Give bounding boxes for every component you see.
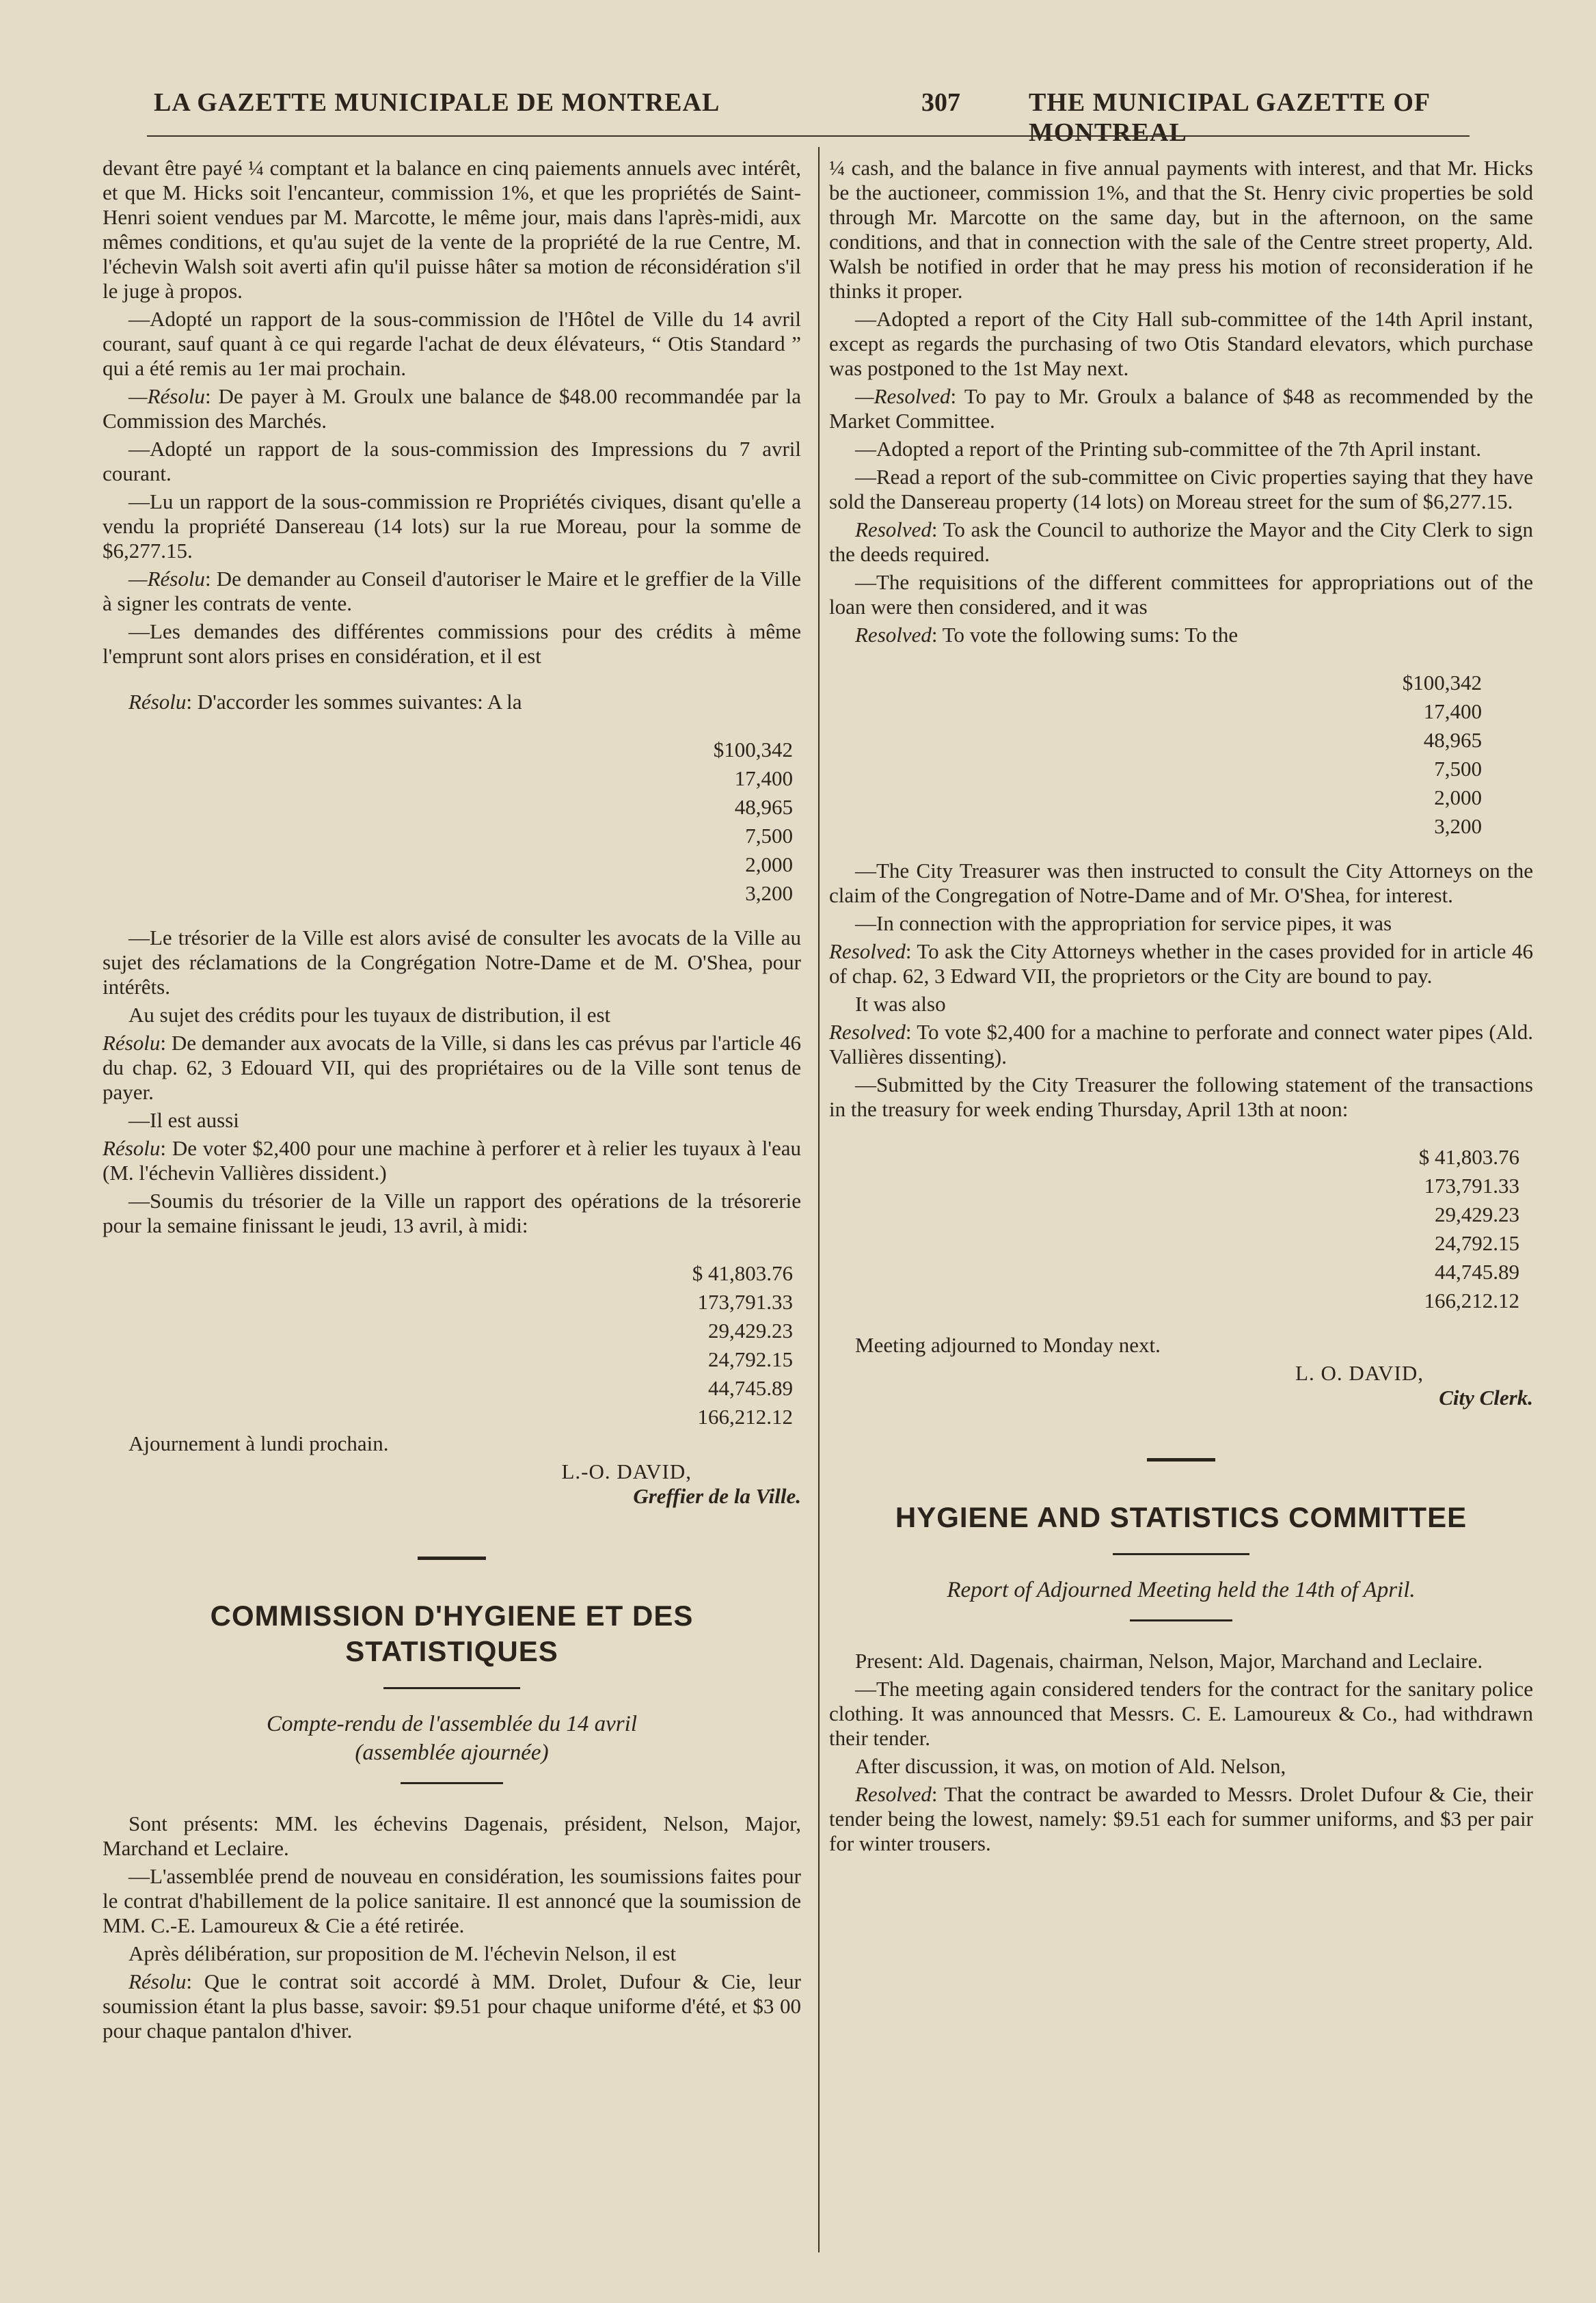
- resolution-text: : To vote the following sums: To the: [931, 623, 1239, 647]
- signatory-title: City Clerk.: [1439, 1386, 1533, 1410]
- table-row: 166,212.12: [1424, 1289, 1519, 1312]
- table-row: 17,400: [1423, 699, 1482, 723]
- paragraph: —Il est aussi: [129, 1108, 239, 1132]
- table-row: 173,791.33: [697, 1290, 793, 1314]
- paragraph: Après délibération, sur proposition de M. l'échevin Nelson, il est: [129, 1941, 677, 1965]
- paragraph: —The City Treasurer was then instructed to consult the City Attorneys on the claim of the Congregation of Notre-Dame and of Mr. O'Shea, for interest.: [829, 859, 1533, 907]
- paragraph: —The meeting again considered tenders for the contract for the sanitary police clothing. It was announced that Messrs. C. E. Lamoureux & Co., had withdrawn their tender.: [829, 1677, 1533, 1750]
- paragraph: [103, 1136, 801, 1185]
- paragraph: —Lu un rapport de la sous-commission re Propriétés civiques, disant qu'elle a vendu la propriété Dansereau (14 lots) sur la rue Moreau, pour la somme de $6,277.15.: [103, 489, 801, 563]
- resolution-text: : De demander aux avocats de la Ville, si dans les cas prévus par l'article 46 du chap. 62, 3 Edouard VII, qui des propriétaires ou de la Ville sont tenus de payer.: [103, 1031, 801, 1104]
- resolution-lead: —Résolu: [129, 567, 205, 591]
- table-row: 24,792.15: [708, 1347, 793, 1371]
- paragraph: —In connection with the appropriation for service pipes, it was: [855, 911, 1392, 935]
- column-divider: [818, 147, 820, 2252]
- paragraph: ¼ cash, and the balance in five annual payments with interest, and that Mr. Hicks be the auctioneer, commission 1%, and that the St. Henry civic properties be sold through Mr. Marcotte on the same day, but in the afternoon, on the same conditions, and that in connection with the sale of the Centre street property, Ald. Walsh be notified in order that he may press his motion of reconsideration if he thinks it proper.: [829, 156, 1533, 303]
- resolution-lead: Resolved: [855, 1782, 932, 1806]
- resolution-text: : To ask the City Attorneys whether in the cases provided for in article 46 of chap. 62, 3 Edward VII, the proprietors or the City are bound to pay.: [829, 939, 1533, 988]
- section-title: COMMISSION D'HYGIENE ET DES STATISTIQUES: [210, 1600, 694, 1667]
- paragraph: —Submitted by the City Treasurer the following statement of the transactions in the treasury for week ending Thursday, April 13th at noon:: [829, 1073, 1533, 1121]
- paragraph: —The requisitions of the different committees for appropriations out of the loan were then considered, and it was: [829, 570, 1533, 619]
- resolution-text: : To vote $2,400 for a machine to perforate and connect water pipes (Ald. Vallières dissenting).: [829, 1020, 1533, 1068]
- table-row: 44,745.89: [708, 1376, 793, 1400]
- paragraph: —Les demandes des différentes commissions pour des crédits à même l'emprunt sont alors prises en considération, et il est: [103, 619, 801, 668]
- table-row: 7,500: [1434, 757, 1482, 781]
- section-rule: [383, 1687, 520, 1689]
- resolution-lead: Résolu: [129, 690, 187, 714]
- resolution-text: : De voter $2,400 pour une machine à perforer et à relier les tuyaux à l'eau (M. l'échevin Vallières dissident.): [103, 1136, 801, 1185]
- paragraph: —Soumis du trésorier de la Ville un rapport des opérations de la trésorerie pour la semaine finissant le jeudi, 13 avril, à midi:: [103, 1189, 801, 1237]
- paragraph: After discussion, it was, on motion of Ald. Nelson,: [855, 1754, 1286, 1778]
- page-number: 307: [921, 88, 960, 117]
- paragraph: —Read a report of the sub-committee on Civic properties saying that they have sold the Dansereau property (14 lots) on Moreau street for the sum of $6,277.15.: [829, 465, 1533, 513]
- paragraph: [829, 939, 1533, 988]
- table-row: 29,429.23: [1435, 1202, 1519, 1226]
- table-row: 29,429.23: [708, 1319, 793, 1343]
- paragraph: Present: Ald. Dagenais, chairman, Nelson, Major, Marchand and Leclaire.: [855, 1649, 1483, 1673]
- table-row: 7,500: [745, 824, 793, 848]
- resolution-lead: —Résolu: [129, 384, 205, 408]
- table-row: 173,791.33: [1424, 1174, 1519, 1198]
- running-head: [147, 87, 1470, 147]
- table-row: 166,212.12: [697, 1405, 793, 1429]
- resolution-text: : De demander au Conseil d'autoriser le Maire et le greffier de la Ville à signer les contrats de vente.: [103, 567, 801, 615]
- resolution-text: : That the contract be awarded to Messrs. Drolet Dufour & Cie, their tender being the lowest, namely: $9.51 each for summer uniforms, and $3 per pair for winter trousers.: [829, 1782, 1533, 1855]
- table-row: 24,792.15: [1435, 1231, 1519, 1255]
- table-row: 48,965: [734, 795, 793, 819]
- signature: [829, 1361, 1533, 1410]
- section-title: HYGIENE AND STATISTICS COMMITTEE: [895, 1501, 1467, 1533]
- french-column: [103, 156, 801, 2047]
- resolution-text: : De payer à M. Groulx une balance de $48.00 recommandée par la Commission des Marchés.: [103, 384, 801, 433]
- table-row: $ 41,803.76: [692, 1261, 793, 1285]
- table-row: 48,965: [1423, 728, 1482, 752]
- treasury-table: [829, 1143, 1519, 1315]
- table-row: 3,200: [745, 881, 793, 905]
- paragraph: [103, 567, 801, 616]
- paragraph: It was also: [855, 992, 946, 1016]
- section-subtitle: Compte-rendu de l'assemblée du 14 avril: [267, 1712, 637, 1736]
- appropriations-table: [921, 669, 1482, 841]
- paragraph: Au sujet des crédits pour les tuyaux de distribution, il est: [129, 1003, 611, 1027]
- table-row: 2,000: [1434, 785, 1482, 809]
- paragraph: —Adopted a report of the City Hall sub-committee of the 14th April instant, except as regards the purchasing of two Otis Standard elevators, which purchase was postponed to the 1st May next.: [829, 307, 1533, 380]
- adjournment: Meeting adjourned to Monday next.: [855, 1333, 1161, 1357]
- english-column: [829, 156, 1533, 1859]
- paragraph: —Adopté un rapport de la sous-commission des Impressions du 7 avril courant.: [103, 437, 801, 485]
- paragraph: —L'assemblée prend de nouveau en considération, les soumissions faites pour le contrat d'habillement de la police sanitaire. Il est annoncé que la soumission de MM. C.-E. Lamoureux & Cie a été retirée.: [103, 1864, 801, 1937]
- paragraph: —Adopté un rapport de la sous-commission de l'Hôtel de Ville du 14 avril courant, sauf quant à ce qui regarde l'achat de deux élévateurs, “ Otis Standard ” qui a été remis au 1er mai prochain.: [103, 307, 801, 380]
- paragraph: [103, 690, 801, 714]
- signatory-title: Greffier de la Ville.: [633, 1484, 801, 1508]
- resolution-text: : D'accorder les sommes suivantes: A la: [186, 690, 522, 714]
- adjournment: Ajournement à lundi prochain.: [129, 1431, 389, 1455]
- resolution-lead: Résolu: [103, 1136, 161, 1160]
- section-separator: [1147, 1458, 1215, 1462]
- resolution-lead: Resolved: [829, 1020, 906, 1044]
- paragraph: [829, 517, 1533, 567]
- table-row: 3,200: [1434, 814, 1482, 838]
- resolution-lead: Resolved: [855, 517, 932, 541]
- resolution-text: : Que le contrat soit accordé à MM. Drolet, Dufour & Cie, leur soumission étant la plus basse, savoir: $9.51 pour chaque uniforme d'été, et $3 00 pour chaque pantalon d'hiver.: [103, 1969, 801, 2043]
- resolution-lead: Resolved: [855, 623, 932, 647]
- section-rule: [1113, 1553, 1249, 1555]
- subtitle-rule: [1130, 1619, 1232, 1621]
- french-title: LA GAZETTE MUNICIPALE DE MONTREAL: [154, 88, 720, 117]
- english-title: THE MUNICIPAL GAZETTE OF MONTREAL: [1029, 88, 1430, 147]
- appropriations-table: [103, 736, 793, 908]
- paragraph: [829, 1782, 1533, 1856]
- signatory-name: L.-O. DAVID,: [561, 1459, 692, 1483]
- paragraph: [103, 384, 801, 433]
- paragraph: Sont présents: MM. les échevins Dagenais, président, Nelson, Major, Marchand et Leclaire.: [103, 1812, 801, 1860]
- paragraph: —Adopted a report of the Printing sub-committee of the 7th April instant.: [855, 437, 1482, 461]
- paragraph: [829, 1020, 1533, 1069]
- signature: [103, 1459, 801, 1509]
- section-subtitle: Report of Adjourned Meeting held the 14th of April.: [947, 1578, 1416, 1602]
- paragraph: —Le trésorier de la Ville est alors avisé de consulter les avocats de la Ville au sujet des réclamations de la Congrégation Notre-Dame et de M. O'Shea, pour intérêts.: [103, 926, 801, 999]
- table-row: $100,342: [713, 738, 793, 762]
- table-row: 44,745.89: [1435, 1260, 1519, 1284]
- resolution-lead: Resolved: [829, 939, 906, 963]
- paragraph: [103, 1031, 801, 1105]
- treasury-table: [103, 1259, 793, 1431]
- table-row: $100,342: [1402, 671, 1482, 695]
- signatory-name: L. O. DAVID,: [1295, 1361, 1424, 1385]
- paragraph: [103, 1969, 801, 2043]
- section-separator: [418, 1557, 486, 1560]
- subtitle-rule: [401, 1782, 503, 1784]
- table-row: $ 41,803.76: [1418, 1145, 1519, 1169]
- resolution-lead: Résolu: [103, 1031, 161, 1055]
- resolution-lead: —Resolved: [855, 384, 951, 408]
- table-row: 2,000: [745, 852, 793, 876]
- resolution-text: : To pay to Mr. Groulx a balance of $48 as recommended by the Market Committee.: [829, 384, 1533, 433]
- header-rule: [147, 135, 1470, 137]
- paragraph: devant être payé ¼ comptant et la balance en cinq paiements annuels avec intérêt, et que M. Hicks soit l'encanteur, commission 1%, et que les propriétés de Saint-Henri soient vendues par M. Marcotte, le même jour, mais dans l'après-midi, aux mêmes conditions, et qu'au sujet de la vente de la propriété de la rue Centre, M. l'échevin Walsh soit averti afin qu'il puisse hâter sa motion de réconsidération s'il le juge à propos.: [103, 156, 801, 303]
- table-row: 17,400: [734, 766, 793, 790]
- paragraph: [829, 384, 1533, 433]
- section-subtitle: (assemblée ajournée): [355, 1740, 549, 1765]
- paragraph: [829, 623, 1533, 647]
- resolution-lead: Résolu: [129, 1969, 187, 1993]
- resolution-text: : To ask the Council to authorize the Mayor and the City Clerk to sign the deeds required.: [829, 517, 1533, 566]
